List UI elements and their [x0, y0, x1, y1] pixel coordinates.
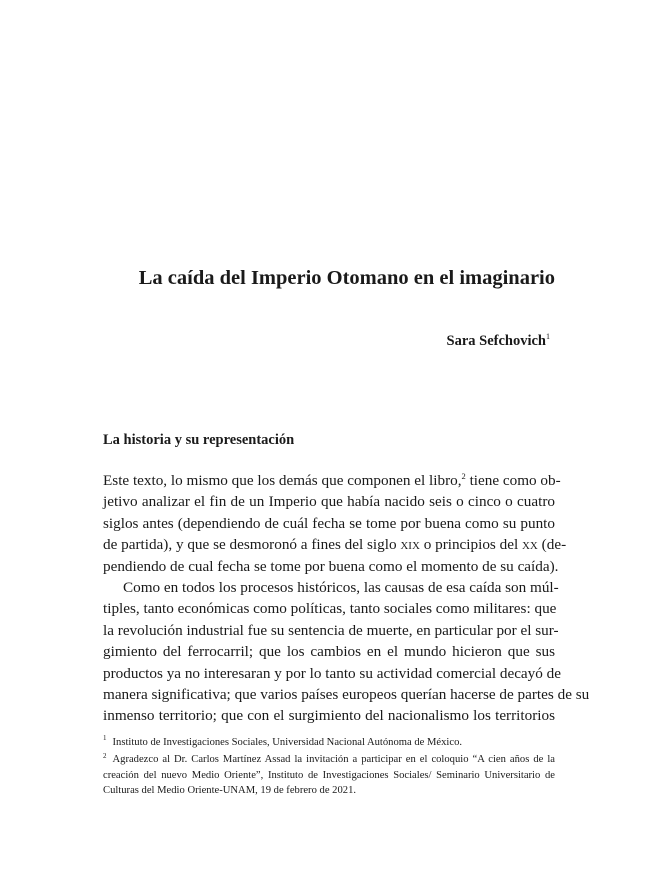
body-line: Este texto, lo mismo que los demás que componen el libro,$^2$ tiene como ob-	[103, 470, 561, 489]
footnote-ref: 2	[461, 470, 466, 481]
body-line: gimiento del ferrocarril; que los cambios en el mundo hicieron que sus	[103, 643, 555, 661]
section-heading: La historia y su representación	[103, 432, 295, 448]
century-numeral: xix	[400, 536, 420, 554]
body-line: siglos antes (dependiendo de cuál fecha se tome por buena como su punto	[103, 514, 555, 532]
body-line: productos ya no interesaran y por lo tanto su actividad comercial decayó de	[103, 664, 561, 682]
body-line: tiples, tanto económicas como políticas, tanto sociales como militares: que	[103, 600, 557, 618]
author-name	[447, 333, 550, 350]
body-line: pendiendo de cual fecha se tome por buena como el momento de su caída).	[103, 557, 559, 575]
footnote-number: 1	[103, 734, 107, 743]
author-footnote-ref: 1	[546, 332, 550, 342]
body-line: jetivo analizar el fin de un Imperio que había nacido seis o cinco o cuatro	[103, 493, 555, 511]
author-name-text: Sara Sefchovich	[446, 333, 546, 349]
century-numeral: xx	[521, 536, 538, 554]
footnote-2: $^2$ Agradezco al Dr. Carlos Martínez Assad la invitación a participar en el coloquio “A cien años de la creación del nuevo Medio Oriente”, Instituto de Investigaciones Sociales/ Seminario Universitario de Culturas del Medio Oriente-UNAM, 19 de febrero de 2021.	[103, 751, 555, 797]
chapter-title: La caída del Imperio Otomano en el imaginario	[138, 267, 555, 289]
body-text	[103, 470, 590, 727]
footnote-1: $^1$ Instituto de Investigaciones Sociales, Universidad Nacional Autónoma de México.	[103, 734, 463, 748]
body-line: manera significativa; que varios países europeos querían hacerse de partes de su	[103, 685, 590, 703]
body-line: Como en todos los procesos históricos, las causas de esa caída son múl-	[123, 578, 559, 596]
body-line: la revolución industrial fue su sentencia de muerte, en particular por el sur-	[103, 621, 559, 639]
footnote-number: 2	[103, 751, 107, 760]
footnotes	[103, 735, 555, 799]
body-line: inmenso territorio; que con el surgimiento del nacionalismo los territorios	[103, 707, 555, 725]
body-line: de partida), y que se desmoronó a fines del siglo xix o principios del xx (de-	[103, 536, 567, 554]
